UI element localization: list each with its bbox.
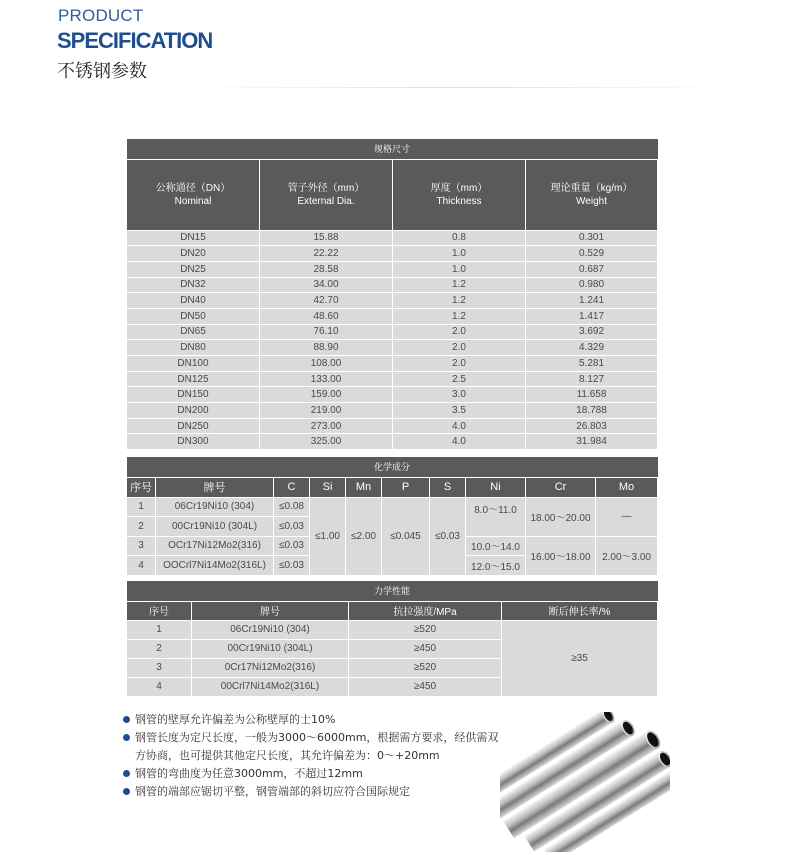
- chem-no: 3: [127, 536, 156, 556]
- spec-external-dia: 28.58: [260, 261, 393, 277]
- mech-header-no: 序号: [127, 601, 192, 620]
- spec-nominal: DN20: [127, 246, 260, 262]
- chem-ni-3: 10.0～14.0: [466, 536, 526, 556]
- chem-si: ≤1.00: [310, 497, 346, 575]
- header-title-cn: 不锈钢参数: [57, 61, 147, 82]
- mech-no: 4: [127, 677, 192, 696]
- table-row: [127, 230, 658, 246]
- spec-external-dia: 22.22: [260, 246, 393, 262]
- spec-nominal: DN32: [127, 277, 260, 293]
- spec-external-dia: 108.00: [260, 356, 393, 372]
- mech-tensile: ≥450: [349, 677, 502, 696]
- chem-header-c: C: [274, 477, 310, 497]
- spec-external-dia: 15.88: [260, 230, 393, 246]
- chem-header-cr: Cr: [526, 477, 596, 497]
- mech-elongation: ≥35: [502, 620, 658, 696]
- spec-weight: 0.529: [526, 246, 658, 262]
- spec-weight: 5.281: [526, 356, 658, 372]
- notes-list: [123, 711, 503, 801]
- table-row: [127, 434, 658, 450]
- spec-weight: 18.788: [526, 403, 658, 419]
- mech-header-grade: 牌号: [192, 601, 349, 620]
- table-row: [127, 324, 658, 340]
- mech-tensile: ≥450: [349, 639, 502, 658]
- chem-mo-34: 2.00～3.00: [596, 536, 658, 575]
- chem-cr-34: 16.00～18.00: [526, 536, 596, 575]
- spec-thickness: 2.5: [393, 371, 526, 387]
- spec-thickness: 1.2: [393, 293, 526, 309]
- bullet-icon: [123, 770, 130, 777]
- chem-header-mn: Mn: [346, 477, 382, 497]
- mech-grade: 06Cr19Ni10 (304): [192, 620, 349, 639]
- chem-grade: OOCrl7Ni14Mo2(316L): [156, 556, 274, 576]
- chem-ni-1: 8.0～11.0: [466, 497, 526, 536]
- chem-cr-12: 18.00～20.00: [526, 497, 596, 536]
- table-row: [127, 261, 658, 277]
- spec-nominal: DN40: [127, 293, 260, 309]
- chem-c: ≤0.03: [274, 517, 310, 537]
- chem-mn: ≤2.00: [346, 497, 382, 575]
- spec-thickness: 3.0: [393, 387, 526, 403]
- spec-weight: 1.241: [526, 293, 658, 309]
- spec-thickness: 1.0: [393, 261, 526, 277]
- spec-external-dia: 273.00: [260, 418, 393, 434]
- spec-nominal: DN100: [127, 356, 260, 372]
- mech-table: [126, 581, 658, 697]
- table-row: [127, 371, 658, 387]
- spec-nominal: DN80: [127, 340, 260, 356]
- spec-thickness: 1.2: [393, 308, 526, 324]
- steel-pipes-image: [500, 712, 670, 852]
- spec-nominal: DN50: [127, 308, 260, 324]
- spec-weight: 11.658: [526, 387, 658, 403]
- header-product: PRODUCT: [58, 6, 144, 25]
- chem-s: ≤0.03: [430, 497, 466, 575]
- spec-nominal: DN250: [127, 418, 260, 434]
- mech-no: 2: [127, 639, 192, 658]
- chem-header-s: S: [430, 477, 466, 497]
- spec-nominal: DN150: [127, 387, 260, 403]
- chem-header-p: P: [382, 477, 430, 497]
- spec-table: [126, 139, 658, 450]
- spec-weight: 0.301: [526, 230, 658, 246]
- spec-header-thickness: 厚度（mm） Thickness: [393, 159, 526, 230]
- chem-table: [126, 457, 658, 576]
- table-row: [127, 418, 658, 434]
- table-row: [127, 340, 658, 356]
- header-specification: SPECIFICATION: [57, 28, 213, 53]
- chem-header-no: 序号: [127, 477, 156, 497]
- chem-header-mo: Mo: [596, 477, 658, 497]
- mech-header-tensile: 抗拉强度/MPa: [349, 601, 502, 620]
- spec-nominal: DN25: [127, 261, 260, 277]
- chem-no: 1: [127, 497, 156, 517]
- spec-nominal: DN65: [127, 324, 260, 340]
- chem-c: ≤0.03: [274, 556, 310, 576]
- mech-grade: 0Cr17Ni12Mo2(316): [192, 658, 349, 677]
- list-item: 钢管的壁厚允许偏差为公称壁厚的士10%: [123, 711, 503, 729]
- mech-no: 3: [127, 658, 192, 677]
- spec-header-weight: 理论重量（kg/m） Weight: [526, 159, 658, 230]
- spec-thickness: 4.0: [393, 418, 526, 434]
- table-row: [127, 403, 658, 419]
- chem-grade: OCr17Ni12Mo2(316): [156, 536, 274, 556]
- mech-no: 1: [127, 620, 192, 639]
- table-row: [127, 620, 658, 639]
- spec-external-dia: 219.00: [260, 403, 393, 419]
- spec-weight: 31.984: [526, 434, 658, 450]
- spec-weight: 26.803: [526, 418, 658, 434]
- mech-tensile: ≥520: [349, 658, 502, 677]
- spec-nominal: DN300: [127, 434, 260, 450]
- list-item: 钢管的弯曲度为任意3000mm，不超过12mm: [123, 765, 503, 783]
- spec-thickness: 1.2: [393, 277, 526, 293]
- list-item: 钢管的端部应锯切平整，钢管端部的斜切应符合国际规定: [123, 783, 503, 801]
- spec-weight: 8.127: [526, 371, 658, 387]
- spec-weight: 4.329: [526, 340, 658, 356]
- spec-weight: 1.417: [526, 308, 658, 324]
- spec-external-dia: 325.00: [260, 434, 393, 450]
- chem-c: ≤0.08: [274, 497, 310, 517]
- table-row: [127, 497, 658, 517]
- table-row: [127, 356, 658, 372]
- spec-header-external-dia: 管子外径（mm） External Dia.: [260, 159, 393, 230]
- spec-external-dia: 42.70: [260, 293, 393, 309]
- spec-weight: 0.980: [526, 277, 658, 293]
- spec-external-dia: 133.00: [260, 371, 393, 387]
- chem-header-si: Si: [310, 477, 346, 497]
- chem-c: ≤0.03: [274, 536, 310, 556]
- table-row: [127, 308, 658, 324]
- spec-nominal: DN200: [127, 403, 260, 419]
- spec-table-title: 规格尺寸: [127, 139, 658, 159]
- chem-mo-12: —: [596, 497, 658, 536]
- spec-nominal: DN15: [127, 230, 260, 246]
- header-divider: [180, 87, 740, 88]
- list-item: 钢管长度为定尺长度，一般为3000～6000mm，根据需方要求，经供需双方协商，也可提供其他定尺长度，其允许偏差为：0～+20mm: [123, 729, 503, 765]
- chem-table-title: 化学成分: [127, 457, 658, 477]
- spec-weight: 3.692: [526, 324, 658, 340]
- bullet-icon: [123, 734, 130, 741]
- spec-nominal: DN125: [127, 371, 260, 387]
- spec-thickness: 2.0: [393, 324, 526, 340]
- spec-thickness: 2.0: [393, 356, 526, 372]
- chem-header-ni: Ni: [466, 477, 526, 497]
- chem-grade: 00Cr19Ni10 (304L): [156, 517, 274, 537]
- spec-external-dia: 76.10: [260, 324, 393, 340]
- chem-header-grade: 牌号: [156, 477, 274, 497]
- table-row: [127, 293, 658, 309]
- spec-thickness: 4.0: [393, 434, 526, 450]
- chem-grade: 06Cr19Ni10 (304): [156, 497, 274, 517]
- bullet-icon: [123, 716, 130, 723]
- mech-tensile: ≥520: [349, 620, 502, 639]
- chem-p: ≤0.045: [382, 497, 430, 575]
- chem-ni-4: 12.0～15.0: [466, 556, 526, 576]
- spec-external-dia: 88.90: [260, 340, 393, 356]
- table-row: [127, 277, 658, 293]
- spec-weight: 0.687: [526, 261, 658, 277]
- spec-thickness: 3.5: [393, 403, 526, 419]
- spec-thickness: 0.8: [393, 230, 526, 246]
- spec-thickness: 2.0: [393, 340, 526, 356]
- chem-no: 4: [127, 556, 156, 576]
- spec-external-dia: 48.60: [260, 308, 393, 324]
- spec-external-dia: 34.00: [260, 277, 393, 293]
- bullet-icon: [123, 788, 130, 795]
- table-row: [127, 387, 658, 403]
- spec-header-nominal: 公称通径（DN） Nominal: [127, 159, 260, 230]
- mech-header-elongation: 断后伸长率/%: [502, 601, 658, 620]
- chem-no: 2: [127, 517, 156, 537]
- spec-thickness: 1.0: [393, 246, 526, 262]
- spec-external-dia: 159.00: [260, 387, 393, 403]
- table-row: [127, 246, 658, 262]
- mech-grade: 00Crl7Ni14Mo2(316L): [192, 677, 349, 696]
- mech-table-title: 力学性能: [127, 581, 658, 601]
- mech-grade: 00Cr19Ni10 (304L): [192, 639, 349, 658]
